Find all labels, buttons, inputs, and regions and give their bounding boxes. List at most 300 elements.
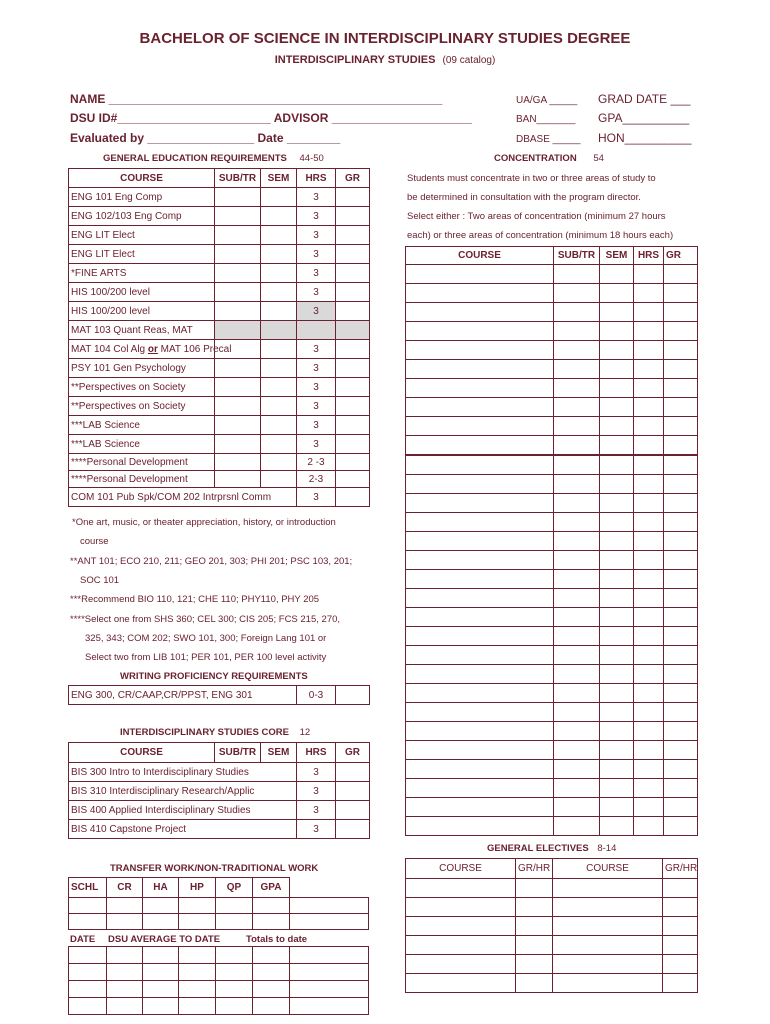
cell[interactable] (143, 998, 179, 1015)
blank-cell[interactable] (554, 570, 600, 589)
cell[interactable] (216, 947, 253, 964)
blank-cell[interactable] (553, 974, 663, 993)
blank-cell[interactable] (600, 398, 634, 417)
cell[interactable] (143, 898, 179, 914)
blank-cell[interactable] (406, 456, 554, 475)
ban-field[interactable]: BAN_______ (516, 114, 576, 125)
blank-cell[interactable] (406, 974, 516, 993)
blank-cell[interactable] (600, 665, 634, 684)
gr-cell[interactable] (336, 188, 370, 207)
blank-cell[interactable] (554, 360, 600, 379)
cell[interactable] (179, 981, 216, 998)
subtr-cell[interactable] (215, 302, 261, 321)
table-row (406, 646, 698, 665)
blank-cell[interactable] (634, 513, 664, 532)
gr-cell[interactable] (336, 359, 370, 378)
gr-cell[interactable] (336, 207, 370, 226)
cell[interactable] (253, 981, 290, 998)
gr-cell[interactable] (336, 245, 370, 264)
gr-cell[interactable] (336, 226, 370, 245)
blank-cell[interactable] (600, 627, 634, 646)
blank-cell[interactable] (600, 265, 634, 284)
cell[interactable] (69, 898, 107, 914)
blank-cell[interactable] (554, 417, 600, 436)
blank-cell[interactable] (600, 570, 634, 589)
hrs-cell: 3 (297, 359, 336, 378)
sem-cell[interactable] (261, 359, 297, 378)
blank-cell[interactable] (664, 703, 698, 722)
cell[interactable] (69, 947, 107, 964)
blank-cell[interactable] (634, 417, 664, 436)
blank-cell[interactable] (663, 974, 698, 993)
cell[interactable] (253, 964, 290, 981)
blank-cell[interactable] (634, 265, 664, 284)
electives-title-text: GENERAL ELECTIVES (487, 843, 589, 854)
blank-cell[interactable] (600, 341, 634, 360)
sem-cell[interactable] (261, 378, 297, 397)
blank-cell[interactable] (634, 360, 664, 379)
blank-cell[interactable] (664, 379, 698, 398)
blank-cell[interactable] (634, 760, 664, 779)
gr-cell[interactable] (336, 264, 370, 283)
gr-cell[interactable] (336, 397, 370, 416)
subtr-cell[interactable] (215, 188, 261, 207)
col-course-header: COURSE (69, 743, 215, 763)
blank-cell[interactable] (664, 798, 698, 817)
blank-cell[interactable] (554, 779, 600, 798)
cell[interactable] (107, 964, 143, 981)
blank-cell[interactable] (664, 608, 698, 627)
blank-cell[interactable] (553, 898, 663, 917)
blank-cell[interactable] (634, 684, 664, 703)
blank-cell[interactable] (664, 360, 698, 379)
blank-cell[interactable] (554, 760, 600, 779)
blank-cell[interactable] (600, 551, 634, 570)
blank-cell[interactable] (634, 703, 664, 722)
blank-cell[interactable] (406, 665, 554, 684)
blank-cell[interactable] (554, 608, 600, 627)
blank-cell[interactable] (664, 284, 698, 303)
sem-cell[interactable] (261, 454, 297, 471)
blank-cell[interactable] (406, 817, 554, 836)
blank-cell[interactable] (634, 341, 664, 360)
blank-cell[interactable] (406, 303, 554, 322)
blank-cell[interactable] (664, 398, 698, 417)
cell[interactable] (143, 947, 179, 964)
subtr-cell[interactable] (215, 471, 261, 488)
subtr-cell[interactable] (215, 378, 261, 397)
gpa-field[interactable]: GPA__________ (598, 111, 690, 125)
blank-cell[interactable] (600, 722, 634, 741)
blank-cell[interactable] (600, 475, 634, 494)
subtr-cell[interactable] (215, 226, 261, 245)
blank-cell[interactable] (516, 936, 553, 955)
blank-cell[interactable] (600, 532, 634, 551)
gr-cell[interactable] (336, 340, 370, 359)
blank-cell[interactable] (406, 284, 554, 303)
blank-cell[interactable] (600, 513, 634, 532)
cell[interactable] (290, 898, 369, 914)
subtr-cell[interactable] (215, 264, 261, 283)
blank-cell[interactable] (634, 532, 664, 551)
subtr-cell[interactable] (215, 207, 261, 226)
blank-cell[interactable] (406, 898, 516, 917)
blank-cell[interactable] (664, 722, 698, 741)
blank-cell[interactable] (553, 955, 663, 974)
blank-cell[interactable] (406, 779, 554, 798)
course-cell: ***LAB Science (69, 435, 215, 454)
blank-cell[interactable] (600, 322, 634, 341)
blank-cell[interactable] (554, 379, 600, 398)
gr-cell[interactable] (336, 820, 370, 839)
gr-cell[interactable] (336, 763, 370, 782)
blank-cell[interactable] (600, 303, 634, 322)
cell[interactable] (69, 981, 107, 998)
blank-cell[interactable] (600, 456, 634, 475)
blank-cell[interactable] (406, 475, 554, 494)
blank-cell[interactable] (554, 475, 600, 494)
blank-cell[interactable] (554, 627, 600, 646)
blank-cell[interactable] (634, 646, 664, 665)
note-line: ****Select one from SHS 360; CEL 300; CIS 205; FCS 215, 270, (70, 614, 341, 625)
blank-cell[interactable] (406, 684, 554, 703)
blank-cell[interactable] (554, 532, 600, 551)
concentration-block-1 (405, 264, 698, 455)
blank-cell[interactable] (554, 494, 600, 513)
blank-cell[interactable] (406, 955, 516, 974)
cell[interactable] (290, 914, 369, 930)
blank-cell[interactable] (664, 589, 698, 608)
sem-cell[interactable] (261, 188, 297, 207)
blank-cell[interactable] (664, 779, 698, 798)
blank-cell[interactable] (406, 494, 554, 513)
date-table (68, 946, 369, 1015)
blank-cell[interactable] (600, 284, 634, 303)
table-row (406, 722, 698, 741)
subtr-cell[interactable] (215, 397, 261, 416)
cell[interactable] (69, 998, 107, 1015)
blank-cell[interactable] (664, 322, 698, 341)
blank-cell[interactable] (406, 589, 554, 608)
blank-cell[interactable] (516, 917, 553, 936)
blank-cell[interactable] (554, 456, 600, 475)
blank-cell[interactable] (553, 879, 663, 898)
subtr-cell[interactable] (215, 359, 261, 378)
blank-cell[interactable] (553, 936, 663, 955)
blank-cell[interactable] (600, 741, 634, 760)
gr-cell[interactable] (336, 416, 370, 435)
blank-cell[interactable] (554, 265, 600, 284)
cell[interactable] (143, 981, 179, 998)
blank-cell[interactable] (664, 265, 698, 284)
blank-cell[interactable] (664, 741, 698, 760)
blank-cell[interactable] (634, 303, 664, 322)
blank-cell[interactable] (406, 608, 554, 627)
cell[interactable] (216, 981, 253, 998)
cell[interactable] (216, 914, 253, 930)
blank-cell[interactable] (554, 322, 600, 341)
blank-cell[interactable] (664, 417, 698, 436)
col-subtr-header: SUB/TR (554, 247, 600, 265)
blank-cell[interactable] (664, 513, 698, 532)
blank-cell[interactable] (406, 627, 554, 646)
blank-cell[interactable] (664, 475, 698, 494)
gr-cell[interactable] (336, 686, 370, 705)
blank-cell[interactable] (634, 589, 664, 608)
blank-cell[interactable] (600, 494, 634, 513)
blank-cell[interactable] (634, 475, 664, 494)
writing-table (68, 685, 370, 705)
blank-cell[interactable] (600, 798, 634, 817)
table-row (69, 321, 370, 340)
subtr-cell[interactable] (215, 321, 261, 340)
blank-cell[interactable] (664, 646, 698, 665)
blank-cell[interactable] (554, 703, 600, 722)
blank-cell[interactable] (600, 360, 634, 379)
blank-cell[interactable] (554, 341, 600, 360)
sem-cell[interactable] (261, 226, 297, 245)
blank-cell[interactable] (634, 284, 664, 303)
cell[interactable] (69, 964, 107, 981)
blank-cell[interactable] (554, 741, 600, 760)
blank-cell[interactable] (406, 322, 554, 341)
gr-cell[interactable] (336, 471, 370, 488)
cell[interactable] (179, 998, 216, 1015)
blank-cell[interactable] (634, 741, 664, 760)
blank-cell[interactable] (663, 898, 698, 917)
table-row (69, 898, 369, 914)
blank-cell[interactable] (406, 265, 554, 284)
sem-cell[interactable] (261, 302, 297, 321)
blank-cell[interactable] (664, 570, 698, 589)
cell[interactable] (179, 898, 216, 914)
blank-cell[interactable] (554, 436, 600, 455)
blank-cell[interactable] (663, 917, 698, 936)
blank-cell[interactable] (634, 608, 664, 627)
gr-cell[interactable] (336, 782, 370, 801)
cell[interactable] (290, 998, 369, 1015)
blank-cell[interactable] (406, 398, 554, 417)
blank-cell[interactable] (664, 303, 698, 322)
blank-cell[interactable] (406, 879, 516, 898)
blank-cell[interactable] (406, 646, 554, 665)
dbase-field[interactable]: DBASE _____ (516, 134, 581, 145)
blank-cell[interactable] (634, 494, 664, 513)
blank-cell[interactable] (406, 741, 554, 760)
hon-field[interactable]: HON__________ (598, 131, 692, 145)
blank-cell[interactable] (406, 360, 554, 379)
date-label: DATE (70, 934, 96, 945)
subtr-cell[interactable] (215, 245, 261, 264)
gr-cell[interactable] (336, 321, 370, 340)
blank-cell[interactable] (634, 665, 664, 684)
blank-cell[interactable] (664, 532, 698, 551)
cell[interactable] (253, 898, 290, 914)
sem-cell[interactable] (261, 321, 297, 340)
blank-cell[interactable] (634, 456, 664, 475)
blank-cell[interactable] (516, 955, 553, 974)
blank-cell[interactable] (664, 341, 698, 360)
table-row (406, 570, 698, 589)
blank-cell[interactable] (664, 665, 698, 684)
sem-cell[interactable] (261, 340, 297, 359)
blank-cell[interactable] (406, 760, 554, 779)
blank-cell[interactable] (600, 684, 634, 703)
blank-cell[interactable] (634, 436, 664, 455)
blank-cell[interactable] (634, 551, 664, 570)
blank-cell[interactable] (600, 379, 634, 398)
sem-cell[interactable] (261, 207, 297, 226)
cell[interactable] (290, 964, 369, 981)
cell[interactable] (253, 914, 290, 930)
blank-cell[interactable] (600, 703, 634, 722)
subtr-cell[interactable] (215, 454, 261, 471)
blank-cell[interactable] (406, 917, 516, 936)
blank-cell[interactable] (664, 760, 698, 779)
sem-cell[interactable] (261, 264, 297, 283)
blank-cell[interactable] (406, 551, 554, 570)
blank-cell[interactable] (634, 322, 664, 341)
blank-cell[interactable] (554, 722, 600, 741)
blank-cell[interactable] (406, 436, 554, 455)
blank-cell[interactable] (406, 936, 516, 955)
dsu-id-advisor-field[interactable]: DSU ID#_______________________ ADVISOR _____________________ (70, 111, 472, 125)
blank-cell[interactable] (406, 798, 554, 817)
blank-cell[interactable] (664, 551, 698, 570)
blank-cell[interactable] (600, 589, 634, 608)
blank-cell[interactable] (634, 570, 664, 589)
name-field[interactable]: NAME __________________________________________________ (70, 92, 443, 106)
blank-cell[interactable] (634, 817, 664, 836)
blank-cell[interactable] (554, 284, 600, 303)
blank-cell[interactable] (600, 817, 634, 836)
blank-cell[interactable] (406, 532, 554, 551)
sem-cell[interactable] (261, 471, 297, 488)
blank-cell[interactable] (634, 798, 664, 817)
table-row (69, 188, 370, 207)
cell[interactable] (253, 998, 290, 1015)
gr-cell[interactable] (336, 801, 370, 820)
course-cell: PSY 101 Gen Psychology (69, 359, 215, 378)
cell[interactable] (107, 947, 143, 964)
sem-cell[interactable] (261, 435, 297, 454)
blank-cell[interactable] (553, 917, 663, 936)
cell[interactable] (143, 964, 179, 981)
cell[interactable] (179, 947, 216, 964)
blank-cell[interactable] (554, 551, 600, 570)
blank-cell[interactable] (554, 513, 600, 532)
subtr-cell[interactable] (215, 435, 261, 454)
cell[interactable] (216, 964, 253, 981)
col-cr-header: CR (107, 878, 143, 898)
grad-date-field[interactable]: GRAD DATE ___ (598, 92, 691, 106)
blank-cell[interactable] (554, 646, 600, 665)
subtr-cell[interactable] (215, 416, 261, 435)
blank-cell[interactable] (406, 513, 554, 532)
gr-cell[interactable] (336, 283, 370, 302)
blank-cell[interactable] (406, 570, 554, 589)
cell[interactable] (107, 914, 143, 930)
blank-cell[interactable] (406, 341, 554, 360)
blank-cell[interactable] (554, 303, 600, 322)
blank-cell[interactable] (663, 936, 698, 955)
blank-cell[interactable] (634, 398, 664, 417)
hrs-cell: 3 (297, 435, 336, 454)
blank-cell[interactable] (664, 436, 698, 455)
blank-cell[interactable] (600, 608, 634, 627)
blank-cell[interactable] (406, 417, 554, 436)
gr-cell[interactable] (336, 488, 370, 507)
gr-cell[interactable] (336, 454, 370, 471)
blank-cell[interactable] (634, 779, 664, 798)
cell[interactable] (107, 898, 143, 914)
cell[interactable] (179, 964, 216, 981)
hrs-cell: 3 (297, 488, 336, 507)
blank-cell[interactable] (600, 646, 634, 665)
gr-cell[interactable] (336, 378, 370, 397)
blank-cell[interactable] (516, 898, 553, 917)
blank-cell[interactable] (634, 722, 664, 741)
blank-cell[interactable] (516, 974, 553, 993)
blank-cell[interactable] (600, 779, 634, 798)
blank-cell[interactable] (554, 817, 600, 836)
blank-cell[interactable] (600, 436, 634, 455)
cell[interactable] (290, 981, 369, 998)
sem-cell[interactable] (261, 245, 297, 264)
sem-cell[interactable] (261, 397, 297, 416)
blank-cell[interactable] (554, 398, 600, 417)
blank-cell[interactable] (600, 760, 634, 779)
blank-cell[interactable] (554, 589, 600, 608)
cell[interactable] (107, 998, 143, 1015)
cell[interactable] (143, 914, 179, 930)
gr-cell[interactable] (336, 302, 370, 321)
blank-cell[interactable] (634, 627, 664, 646)
cell[interactable] (179, 914, 216, 930)
blank-cell[interactable] (634, 379, 664, 398)
table-row (69, 964, 369, 981)
blank-cell[interactable] (664, 456, 698, 475)
cell[interactable] (216, 898, 253, 914)
sem-cell[interactable] (261, 416, 297, 435)
blank-cell[interactable] (554, 684, 600, 703)
blank-cell[interactable] (554, 798, 600, 817)
blank-cell[interactable] (406, 379, 554, 398)
blank-cell[interactable] (554, 665, 600, 684)
table-row (406, 779, 698, 798)
sem-cell[interactable] (261, 283, 297, 302)
blank-cell[interactable] (406, 703, 554, 722)
cell[interactable] (253, 947, 290, 964)
blank-cell[interactable] (664, 494, 698, 513)
cell[interactable] (107, 981, 143, 998)
ua-ga-field[interactable]: UA/GA _____ (516, 95, 578, 106)
blank-cell[interactable] (663, 955, 698, 974)
cell[interactable] (69, 914, 107, 930)
cell[interactable] (290, 947, 369, 964)
blank-cell[interactable] (664, 627, 698, 646)
evaluated-field[interactable]: Evaluated by ________________ Date ________ (70, 131, 341, 145)
blank-cell[interactable] (406, 722, 554, 741)
blank-cell[interactable] (664, 684, 698, 703)
blank-cell[interactable] (663, 879, 698, 898)
blank-cell[interactable] (516, 879, 553, 898)
gr-cell[interactable] (336, 435, 370, 454)
subtr-cell[interactable] (215, 283, 261, 302)
cell[interactable] (216, 998, 253, 1015)
blank-cell[interactable] (600, 417, 634, 436)
blank-cell[interactable] (664, 817, 698, 836)
